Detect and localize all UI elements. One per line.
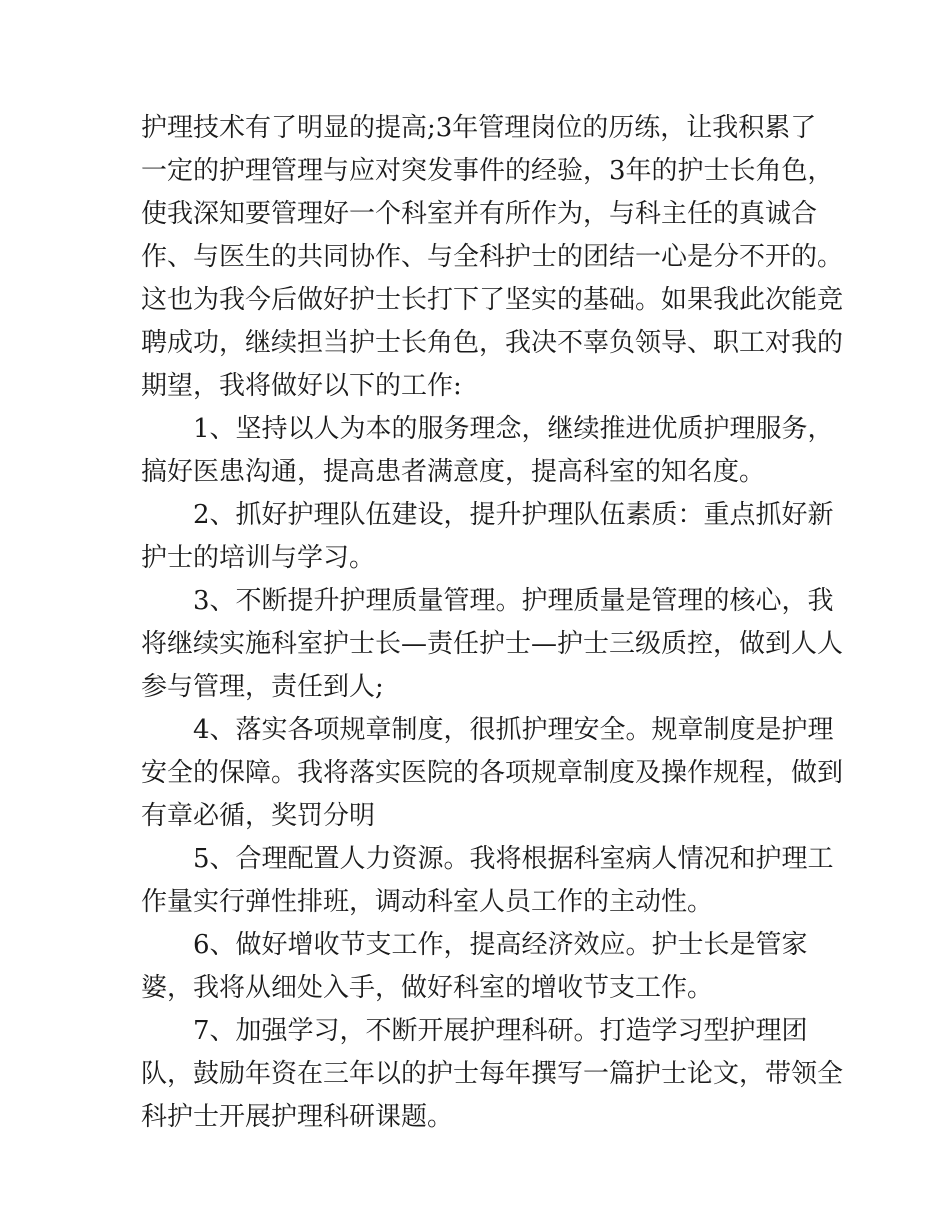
- list-item-7-line: 7、加强学习，不断开展护理科研。打造学习型护理团: [193, 1016, 808, 1046]
- list-item-7-line: 科护士开展护理科研课题。: [141, 1102, 454, 1132]
- list-item-5-line: 5、合理配置人力资源。我将根据科室病人情况和护理工: [193, 844, 834, 874]
- list-item-1-line: 1、坚持以人为本的服务理念，继续推进优质护理服务，: [193, 414, 834, 444]
- list-item-5-line: 作量实行弹性排班，调动科室人员工作的主动性。: [141, 887, 714, 917]
- list-item-3-line: 参与管理，责任到人;: [141, 672, 384, 702]
- paragraph-line: 作、与医生的共同协作、与全科护士的团结一心是分不开的。: [141, 242, 844, 272]
- list-item-7-line: 队，鼓励年资在三年以的护士每年撰写一篇护士论文，带领全: [141, 1059, 844, 1089]
- list-item-3-line: 3、不断提升护理质量管理。护理质量是管理的核心，我: [193, 586, 834, 616]
- list-item-2-line: 护士的培训与学习。: [141, 543, 376, 573]
- paragraph-line: 期望，我将做好以下的工作:: [141, 371, 462, 401]
- list-item-4-line: 安全的保障。我将落实医院的各项规章制度及操作规程，做到: [141, 758, 844, 788]
- list-item-4-line: 4、落实各项规章制度，很抓护理安全。规章制度是护理: [193, 715, 834, 745]
- paragraph-line: 一定的护理管理与应对突发事件的经验，3年的护士长角色，: [141, 156, 834, 186]
- document-body: [141, 107, 844, 1139]
- list-item-6-line: 6、做好增收节支工作，提高经济效应。护士长是管家: [193, 930, 808, 960]
- paragraph-line: 护理技术有了明显的提高;3年管理岗位的历练，让我积累了: [141, 113, 817, 143]
- list-item-6-line: 婆，我将从细处入手，做好科室的增收节支工作。: [141, 973, 714, 1003]
- paragraph-line: 使我深知要管理好一个科室并有所作为，与科主任的真诚合: [141, 199, 818, 229]
- list-item-2-line: 2、抓好护理队伍建设，提升护理队伍素质：重点抓好新: [193, 500, 834, 530]
- paragraph-line: 这也为我今后做好护士长打下了坚实的基础。如果我此次能竞: [141, 285, 844, 315]
- list-item-1-line: 搞好医患沟通，提高患者满意度，提高科室的知名度。: [141, 457, 766, 487]
- paragraph-line: 聘成功，继续担当护士长角色，我决不辜负领导、职工对我的: [141, 328, 844, 358]
- list-item-3-line: 将继续实施科室护士长—责任护士—护士三级质控，做到人人: [141, 629, 844, 659]
- list-item-4-line: 有章必循，奖罚分明: [141, 801, 376, 831]
